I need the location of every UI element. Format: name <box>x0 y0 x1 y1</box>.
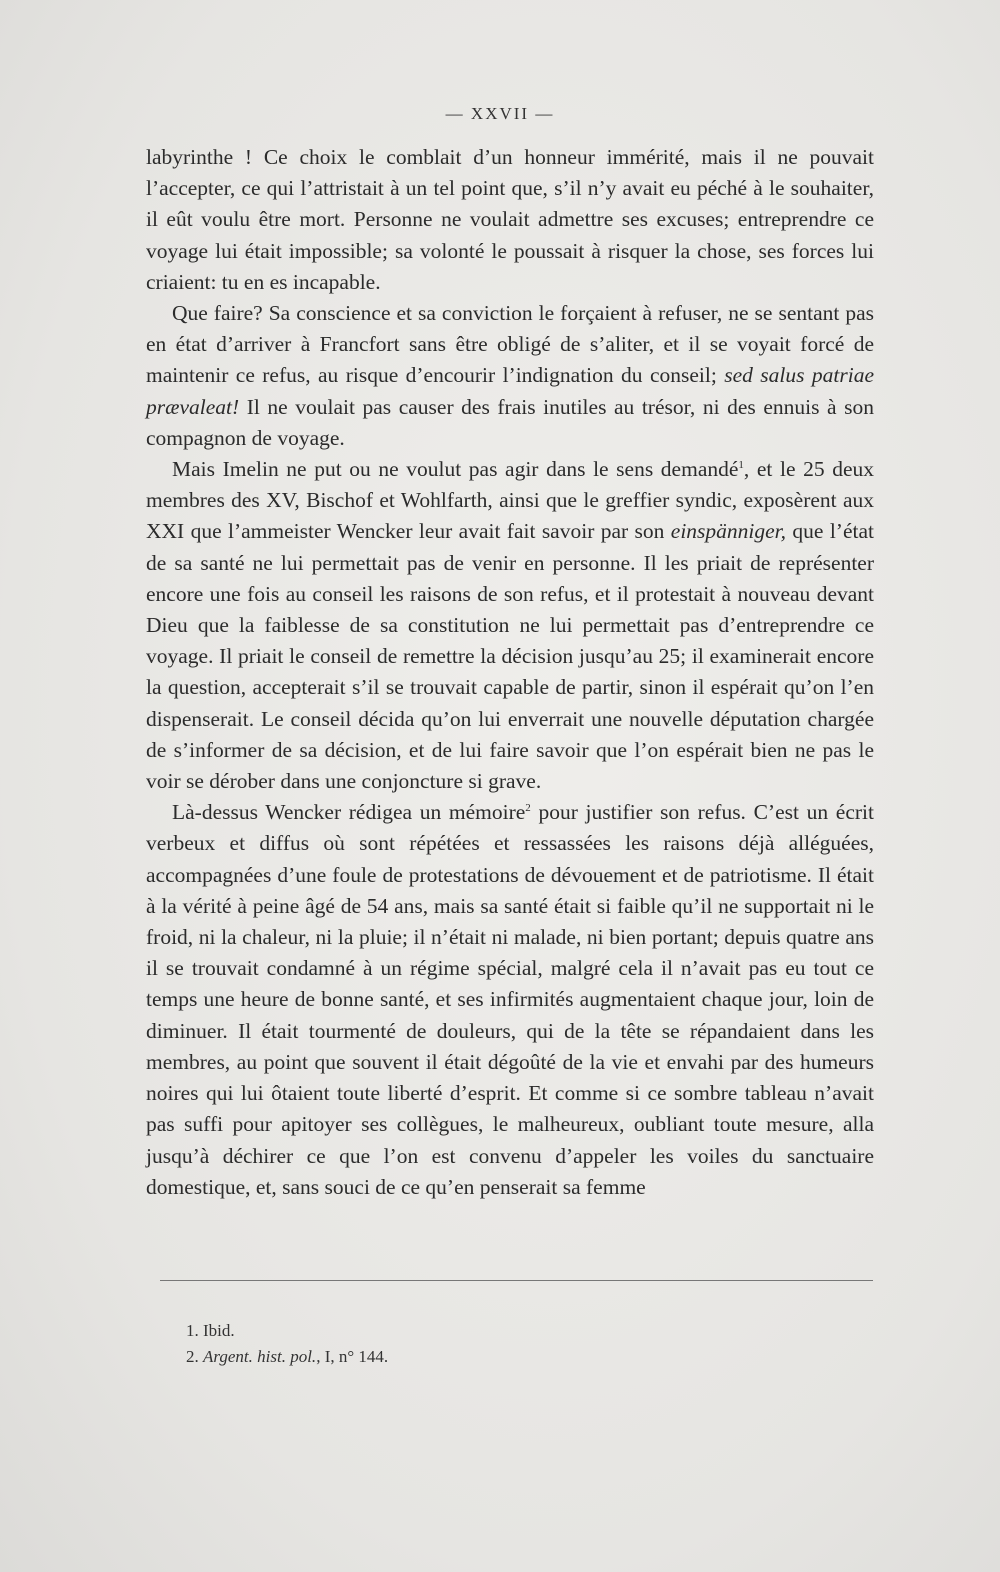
paragraph-text: Là-dessus Wencker rédigea un mémoire <box>172 800 526 825</box>
footnote-text: Ibid. <box>203 1321 235 1340</box>
paragraph-text: labyrinthe ! Ce choix le comblait d’un honneur immérité, mais il ne pouvait l’accepter, ce qui l’attristait à un tel point que, s’il n’y avait eu péché à le souhaiter, il eût voulu être mort. Personne ne voulait admettre ses excuses; entreprendre ce voyage lui était impossible; sa volonté le poussait à risquer la chose, ses forces lui criaient: tu en es incapable. <box>146 145 874 294</box>
footnotes <box>186 1318 876 1370</box>
paragraph-text: Que faire? Sa conscience et sa conviction le forçaient à refuser, ne se sentant pas en état d’arriver à Francfort sans être obligé de s’aliter, et il se voyait forcé de maintenir ce refus, au risque d’encourir l’indignation du conseil; <box>146 301 874 388</box>
paragraph-text: pour justifier son refus. C’est un écrit verbeux et diffus où sont répétées et ressassées les raisons déjà alléguées, accompagnées d’une foule de protestations de dévouement et de patriotisme. Il était à la vérité à peine âgé de 54 ans, mais sa santé était si faible qu’il ne supportait ni le froid, ni la chaleur, ni la pluie; il n’était ni malade, ni bien portant; depuis quatre ans il se trouvait condamné à un régime spécial, malgré cela il n’avait pas eu tout ce temps une heure de bonne santé, et ses infirmités augmentaient chaque jour, loin de diminuer. Il était tourmenté de douleurs, qui de la tête se répandaient dans les membres, au point que souvent il était dégoûté de la vie et envahi par des humeurs noires qui lui ôtaient toute liberté d’esprit. Et comme si ce sombre tableau n’avait pas suffi pour apitoyer ses collègues, le malheureux, oubliant toute mesure, alla jusqu’à déchirer ce que l’on est convenu d’appeler les voiles du sanctuaire domestique, et, sans souci de ce qu’en penserait sa femme <box>146 800 874 1199</box>
body-paragraph <box>146 454 874 797</box>
paragraph-text: , et le 25 deux membres des XV, Bischof et Wohlfarth, ainsi que le greffier syndic, exposèrent aux XXI que l’ammeister Wencker leur avait fait savoir par son <box>146 457 874 544</box>
body-paragraph <box>146 142 874 298</box>
footnote-number: 1. <box>186 1321 199 1340</box>
italic-text: einspänniger, <box>670 519 787 544</box>
footnote-1 <box>186 1318 876 1344</box>
body-paragraph <box>146 298 874 454</box>
body-text <box>146 142 874 1203</box>
footnote-number: 2. <box>186 1347 199 1366</box>
footnote-ref: 2 <box>525 802 531 815</box>
italic-text: sed salus patriae prævaleat! <box>146 363 874 419</box>
paragraph-text: que l’état de sa santé ne lui permettait pas de venir en personne. Il les priait de représenter encore une fois au conseil les raisons de son refus, et il protestait à nouveau devant Dieu que la faiblesse de sa constitution ne lui permettait pas d’entreprendre ce voyage. Il priait le conseil de remettre la décision jusqu’au 25; il examinerait encore la question, accepterait s’il se trouvait capable de partir, sinon il espérait qu’on l’en dispenserait. Le conseil décida qu’on lui enverrait une nouvelle députation chargée de s’informer de sa décision, et de lui faire savoir que l’on espérait bien ne pas le voir se dérober dans une conjoncture si grave. <box>146 519 874 794</box>
footnote-ref: 1 <box>738 458 744 471</box>
footnote-2 <box>186 1344 876 1370</box>
body-paragraph <box>146 797 874 1203</box>
footnote-source-title: Argent. hist. pol. <box>203 1347 317 1366</box>
paragraph-text: Il ne voulait pas causer des frais inutiles au trésor, ni des ennuis à son compagnon de voyage. <box>146 394 874 450</box>
paragraph-text: Mais Imelin ne put ou ne voulut pas agir dans le sens demandé <box>172 457 739 482</box>
page-folio: — XXVII — <box>445 104 555 123</box>
footnote-text: , I, n° 144. <box>316 1347 389 1366</box>
footnote-divider <box>160 1280 873 1281</box>
